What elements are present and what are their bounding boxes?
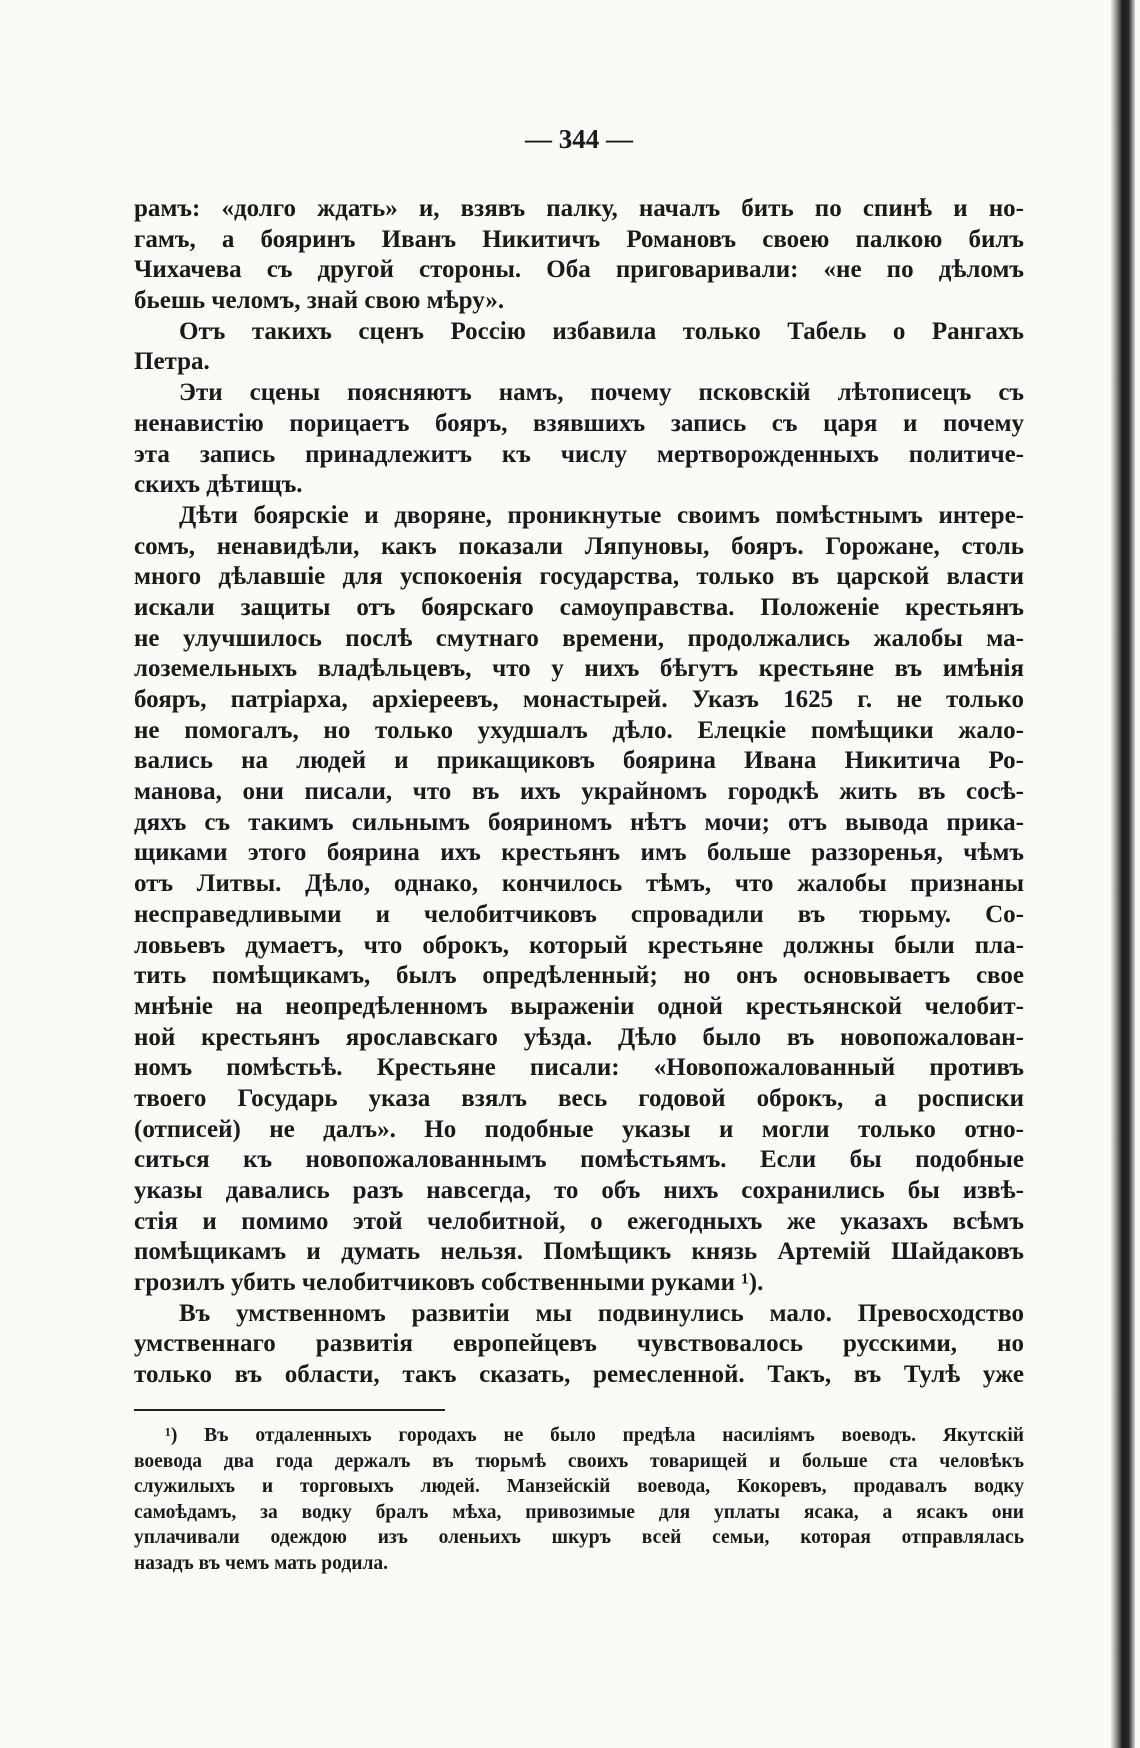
text-line: гамъ, а бояринъ Иванъ Никитичъ Романовъ своею палкою билъ [134,225,1024,253]
paragraph [134,1299,1024,1391]
text-line: бояръ, патріарха, архіереевъ, монастырей. Указъ 1625 г. не только [134,686,1024,713]
text-line: Петра. [134,348,210,376]
text-line: щиками этого боярина ихъ крестьянъ имъ больше раззоренья, чѣмъ [134,839,1024,867]
text-line: Эти сцены поясняютъ намъ, почему псковскій лѣтописецъ съ [179,379,1024,407]
text-line: твоего Государь указа взялъ весь годовой оброкъ, а росписки [134,1084,1024,1112]
text-line: несправедливыми и челобитчиковъ спровадили въ тюрьму. Со- [134,900,1024,928]
text-line: много дѣлавшіе для успокоенія государства, только въ царской власти [134,563,1024,591]
page-number: — 344 — [525,124,633,154]
text-line: ненавистію порицаетъ бояръ, взявшихъ запись съ царя и почему [134,409,1024,437]
text-line: умственнаго развитія европейцевъ чувствовалось русскими, но [134,1330,1024,1358]
footnote-line: уплачивали одеждою изъ оленьихъ шкуръ всей семьи, которая отправлялась [134,1527,1024,1549]
text-line: Дѣти боярскіе и дворяне, проникнутые своимъ помѣстнымъ интере- [179,501,1024,529]
footnote-line: служилыхъ и торговыхъ людей. Манзейскій воевода, Кокоревъ, продавалъ водку [134,1476,1024,1498]
body-text [134,194,1024,1391]
footnote-rule [134,1409,445,1411]
text-line: ной крестьянъ ярославскаго уѣзда. Дѣло было въ новопожалован- [134,1023,1024,1051]
text-line: грозилъ убить челобитчиковъ собственными руками ¹). [134,1269,764,1297]
text-line: ловьевъ думаетъ, что оброкъ, который крестьяне должны были пла- [134,931,1024,959]
paragraph [134,317,1024,378]
text-line: вались на людей и прикащиковъ боярина Ивана Никитича Ро- [134,747,1024,775]
text-line: тить помѣщикамъ, былъ опредѣленный; но онъ основываетъ свое [134,962,1024,990]
footnote-line: назадъ въ чемъ мать родила. [134,1552,389,1574]
paragraph [134,501,1024,1299]
text-line: номъ помѣстьѣ. Крестьяне писали: «Новопожалованный противъ [134,1054,1024,1082]
text-line: Чихачева съ другой стороны. Оба приговаривали: «не по дѣломъ [134,256,1024,284]
text-line: указы давались разъ навсегда, то объ нихъ сохранились бы извѣ- [134,1177,1024,1204]
text-line: эта запись принадлежитъ къ числу мертворожденныхъ политиче- [134,440,1024,468]
text-line: дяхъ съ такимъ сильнымъ бояриномъ нѣтъ мочи; отъ вывода прика- [134,808,1024,836]
text-line: скихъ дѣтищъ. [134,471,303,499]
paragraph [134,194,1024,317]
text-line: Въ умственномъ развитіи мы подвинулись мало. Превосходство [179,1299,1024,1327]
paragraph [134,378,1024,501]
text-line: искали защиты отъ боярскаго самоуправства. Положеніе крестьянъ [134,593,1024,621]
text-line: только въ области, такъ сказать, ремесленной. Такъ, въ Тулѣ уже [134,1361,1024,1389]
footnote-line: воевода два года держалъ въ тюрьмѣ своихъ товарищей и больше ста человѣкъ [134,1450,1024,1472]
text-line: не помогалъ, но только ухудшалъ дѣло. Елецкіе помѣщики жало- [134,716,1024,744]
text-line: сомъ, ненавидѣли, какъ показали Ляпуновы, бояръ. Горожане, столь [134,532,1024,560]
text-line: стія и помимо этой челобитной, о ежегодныхъ же указахъ всѣмъ [134,1207,1024,1235]
footnote-line: самоѣдамъ, за водку бралъ мѣха, привозимые для уплаты ясака, а ясакъ они [134,1501,1024,1523]
text-line: бьешь челомъ, знай свою мѣру». [134,287,505,315]
text-line: Отъ такихъ сценъ Россію избавила только Табель о Рангахъ [179,317,1024,345]
text-line: отъ Литвы. Дѣло, однако, кончилось тѣмъ, что жалобы признаны [134,870,1024,898]
footnote-line: ¹) Въ отдаленныхъ городахъ не было предѣла насиліямъ воеводъ. Якутскій [165,1425,1024,1446]
text-line: ситься къ новопожалованнымъ помѣстьямъ. Если бы подобные [134,1146,1024,1174]
text-line: помѣщикамъ и думать нельзя. Помѣщикъ князь Артемій Шайдаковъ [134,1238,1024,1266]
text-line: не улучшилось послѣ смутнаго времени, продолжались жалобы ма- [134,624,1024,652]
text-line: манова, они писали, что въ ихъ украйномъ городкѣ жить въ сосѣ- [134,778,1024,806]
scan-edge-shadow [1110,0,1135,1748]
text-line: лоземельныхъ владѣльцевъ, что у нихъ бѣгутъ крестьяне въ имѣнія [134,655,1024,683]
text-line: рамъ: «долго ждать» и, взявъ палку, началъ бить по спинѣ и но- [134,195,1024,222]
text-line: (отписей) не далъ». Но подобные указы и могли только отно- [134,1115,1024,1143]
footnote [134,1423,1024,1577]
text-line: мнѣніе на неопредѣленномъ выраженіи одной крестьянской челобит- [134,992,1024,1020]
